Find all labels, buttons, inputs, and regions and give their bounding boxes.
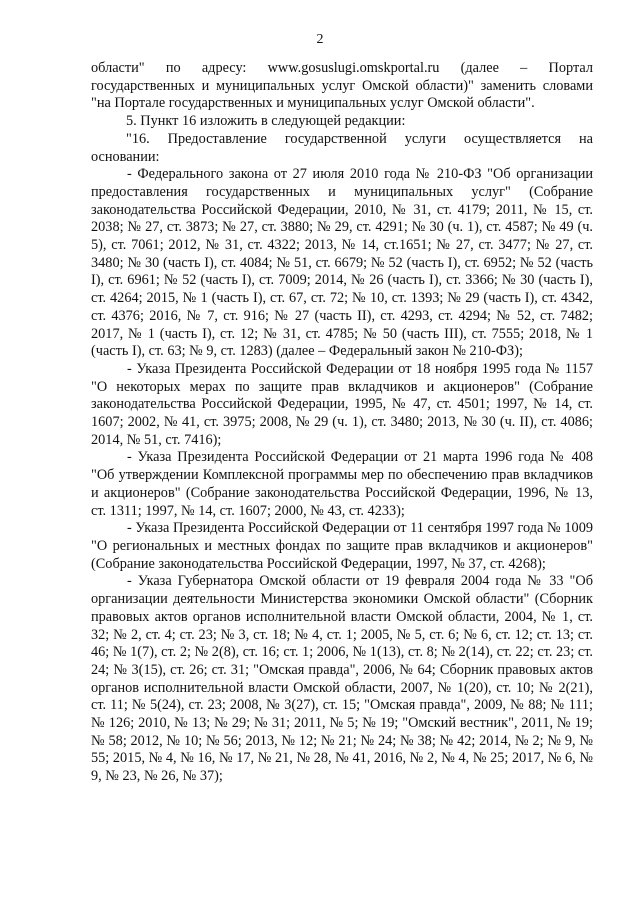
- paragraph-item-16-intro: "16. Предоставление государственной услуги осуществляется на основании:: [91, 130, 593, 165]
- document-body: [91, 60, 593, 786]
- paragraph-portal-replacement: области" по адресу: www.gosuslugi.omskportal.ru (далее – Портал государственных и муниципальных услуг Омской области)" заменить словами "на Портале государственных и муниципальных услуг Омской области".: [91, 60, 593, 112]
- list-item-decree-1009: - Указа Президента Российской Федерации от 11 сентября 1997 года № 1009 "О региональных и местных фондах по защите прав вкладчиков и акционеров" (Собрание законодательства Российской Федерации, 1997, № 37, ст. 4268);: [91, 520, 593, 572]
- list-item-decree-408: - Указа Президента Российской Федерации от 21 марта 1996 года № 408 "Об утверждении Комплексной программы мер по обеспечению прав вкладчиков и акционеров" (Собрание законодательства Российской Федерации, 1996, № 13, ст. 1311; 1997, № 14, ст. 1607; 2000, № 43, ст. 4233);: [91, 449, 593, 519]
- paragraph-item-5: 5. Пункт 16 изложить в следующей редакции:: [126, 113, 406, 130]
- list-item-federal-law-210: - Федерального закона от 27 июля 2010 года № 210-ФЗ "Об организации предоставления государственных и муниципальных услуг" (Собрание законодательства Российской Федерации, 2010, № 31, ст. 4179; 2011, № 15, ст. 2038; № 27, ст. 3873; № 27, ст. 3880; № 29, ст. 4291; № 30 (ч. 1), ст. 4587; № 49 (ч. 5), ст. 7061; 2012, № 31, ст. 4322; 2013, № 14, ст.1651; № 27, ст. 3477; № 27, ст. 3480; № 30 (часть I), ст. 4084; № 51, ст. 6679; № 52 (часть I), ст. 6952; № 52 (часть I), ст. 6961; № 52 (часть I), ст. 7009; 2014, № 26 (часть I), ст. 3366; № 30 (часть I), ст. 4264; 2015, № 1 (часть I), ст. 67, ст. 72; № 10, ст. 1393; № 29 (часть I), ст. 4342, ст. 4376; 2016, № 7, ст. 916; № 27 (часть II), ст. 4293, ст. 4294; № 52, ст. 7482; 2017, № 1 (часть I), ст. 12; № 31, ст. 4785; № 50 (часть III), ст. 7555; 2018, № 1 (часть I), ст. 63; № 9, ст. 1283) (далее – Федеральный закон № 210-ФЗ);: [91, 166, 593, 360]
- list-item-decree-1157: - Указа Президента Российской Федерации от 18 ноября 1995 года № 1157 "О некоторых мерах по защите прав вкладчиков и акционеров" (Собрание законодательства Российской Федерации, 1995, № 47, ст. 4501; 1997, № 14, ст. 1607; 2002, № 41, ст. 3975; 2008, № 29 (ч. 1), ст. 3480; 2013, № 30 (ч. II), ст. 4086; 2014, № 51, ст. 7416);: [91, 360, 593, 448]
- list-item-governor-decree-33: - Указа Губернатора Омской области от 19 февраля 2004 года № 33 "Об организации деятельности Министерства экономики Омской области" (Сборник правовых актов органов исполнительной власти Омской области, 2004, № 1, ст. 32; № 2, ст. 4; ст. 23; № 3, ст. 18; № 4, ст. 1; 2005, № 5, ст. 6; № 6, ст. 12; ст. 13; ст. 46; № 1(7), ст. 2; № 2(8), ст. 16; ст. 1; 2006, № 1(13), ст. 8; № 2(14), ст. 22; ст. 23; ст. 24; № 3(15), ст. 26; ст. 31; "Омская правда", 2006, № 64; Сборник правовых актов органов исполнительной власти Омской области, 2007, № 1(20), ст. 10; № 2(21), ст. 11; № 5(24), ст. 23; 2008, № 3(27), ст. 15; "Омская правда", 2009, № 88; № 111; № 126; 2010, № 13; № 29; № 31; 2011, № 5; № 19; "Омский вестник", 2011, № 19; № 58; 2012, № 10; № 56; 2013, № 12; № 21; № 24; № 38; № 42; 2014, № 2; № 9, № 55; 2015, № 4, № 16, № 17, № 21, № 28, № 41, 2016, № 2, № 4, № 25; 2017, № 6, № 9, № 23, № 26, № 37);: [91, 573, 593, 785]
- page-number: 2: [316, 32, 324, 47]
